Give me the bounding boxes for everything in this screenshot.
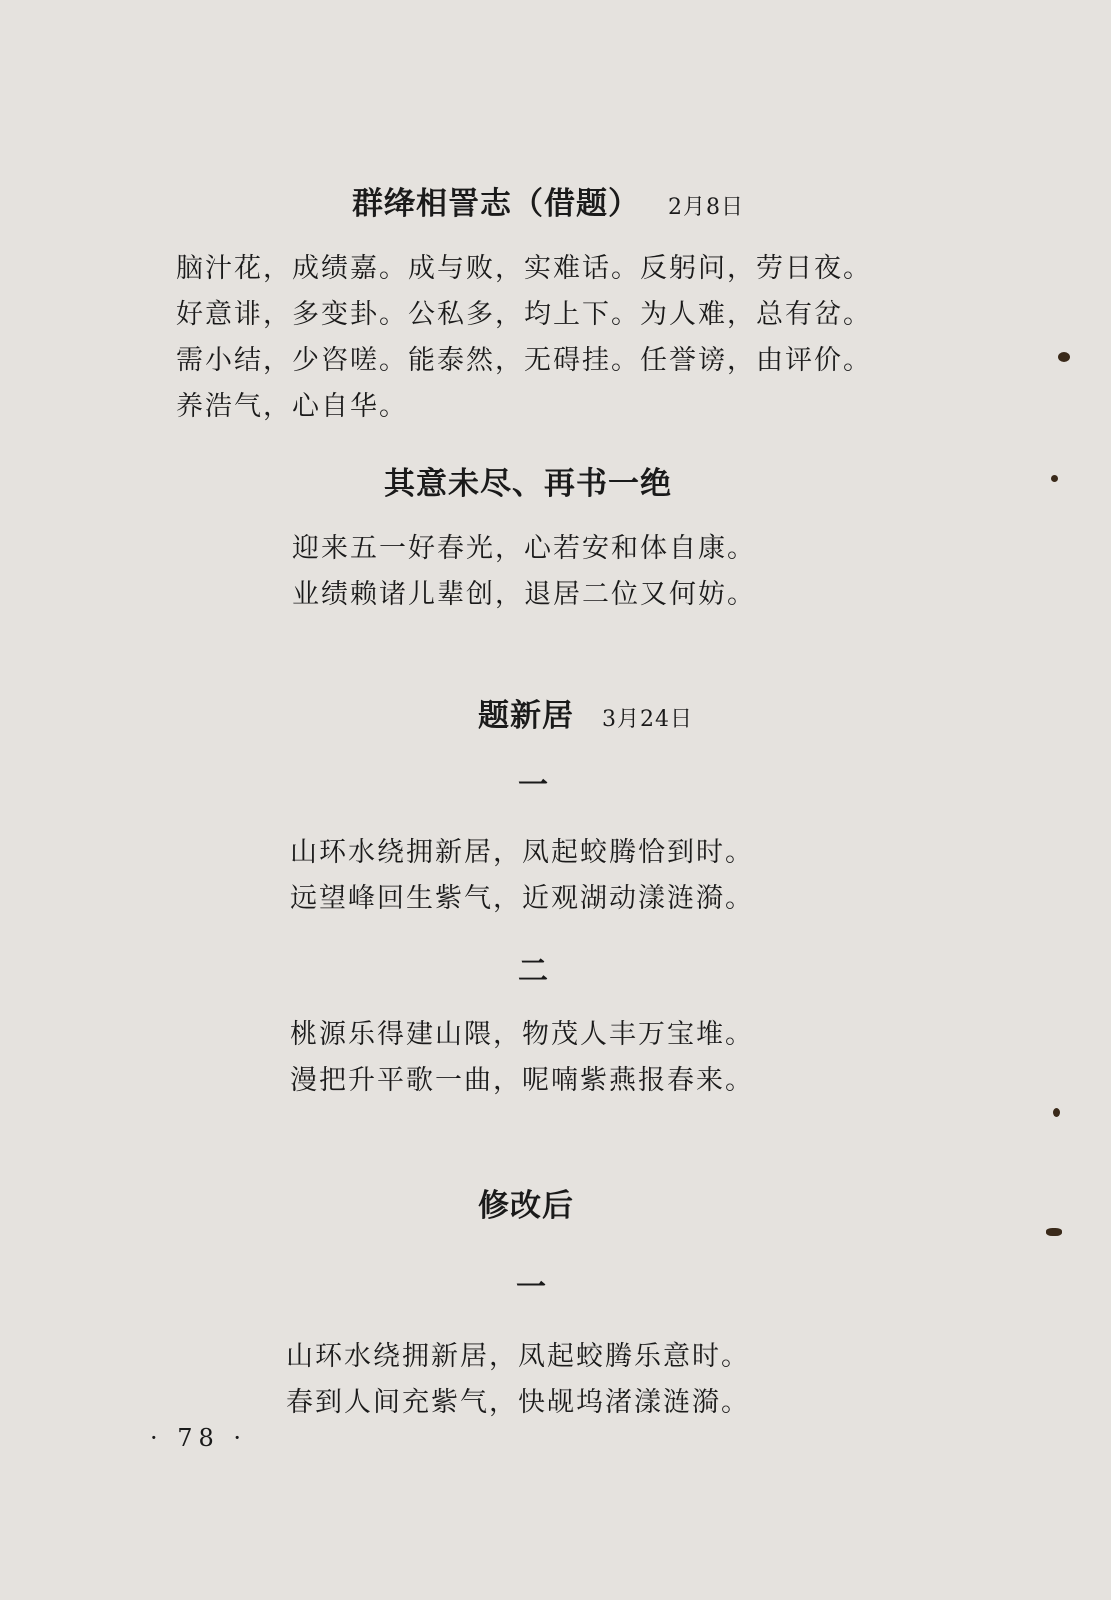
poem-line: 桃源乐得建山隈，物茂人丰万宝堆。 [290,1019,754,1050]
poem-line: 脑汁花，成绩嘉。成与败，实难话。反躬问，劳日夜。 [176,253,872,284]
poem-line: 业绩赖诸儿辈创，退居二位又何妨。 [292,579,756,610]
poem-line: 养浩气，心自华。 [176,391,408,422]
poem-date: 3月24日 [602,707,693,732]
poem-title [478,690,693,735]
poem-title: 其意未尽、再书一绝 [384,466,672,502]
poem-line: 春到人间充紫气，快觇坞渚漾涟漪。 [286,1387,750,1418]
poem-line: 好意诽，多变卦。公私多，均上下。为人难，总有岔。 [176,299,872,330]
poem-date: 2月8日 [668,195,744,220]
section-number: 一 [516,1270,546,1305]
poem-title-text: 群绛相詈志（借题） [352,186,640,222]
poem-title: 修改后 [478,1188,574,1224]
ink-spot [1053,1108,1060,1117]
ink-spot [1051,475,1058,482]
ink-spot [1046,1228,1062,1236]
poem-line: 山环水绕拥新居，凤起蛟腾恰到时。 [290,837,754,868]
section-number: 二 [518,954,548,989]
poem-line: 迎来五一好春光，心若安和体自康。 [292,533,756,564]
poem-line: 山环水绕拥新居，凤起蛟腾乐意时。 [286,1341,750,1372]
poem-line: 漫把升平歌一曲，呢喃紫燕报春来。 [290,1065,754,1096]
poem-line: 远望峰回生紫气，近观湖动漾涟漪。 [290,883,754,914]
section-number: 一 [518,768,548,803]
page-number: · 78 · [150,1424,248,1452]
poem-title-text: 题新居 [478,698,574,734]
poem-line: 需小结，少咨嗟。能泰然，无碍挂。任誉谤，由评价。 [176,345,872,376]
ink-spot [1058,352,1070,362]
poem-title [352,178,744,223]
